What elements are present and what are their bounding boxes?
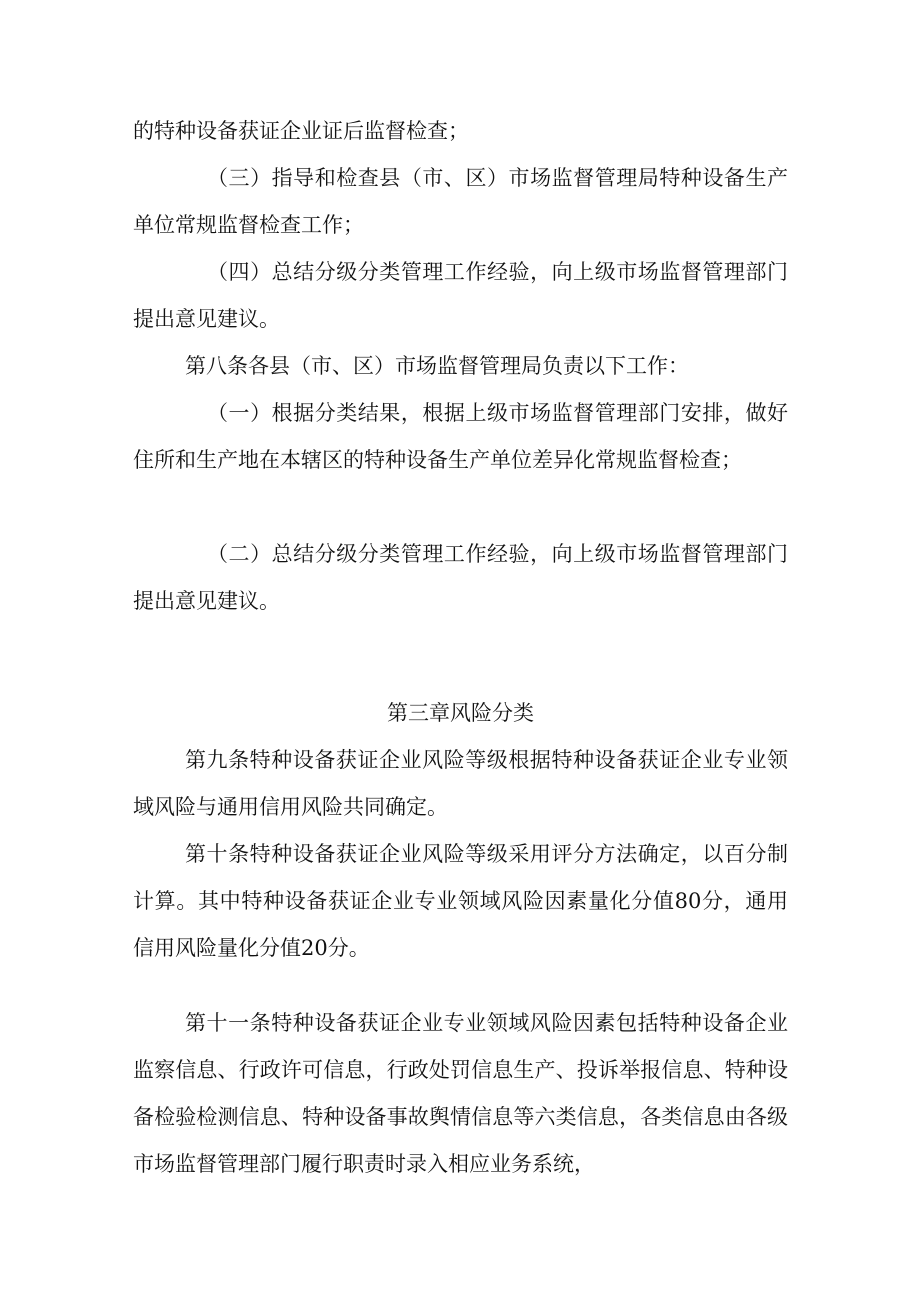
paragraph-article-9: 第九条特种设备获证企业风险等级根据特种设备获证企业专业领域风险与通用信用风险共同确定。 — [133, 748, 788, 819]
paragraph-item-2: （二）总结分级分类管理工作经验，向上级市场监督管理部门提出意见建议。 — [133, 542, 788, 613]
paragraph-article-10: 第十条特种设备获证企业风险等级采用评分方法确定，以百分制计算。其中特种设备获证企业专业领域风险因素量化分值80分，通用信用风险量化分值20分。 — [133, 842, 788, 960]
paragraph-item-1: （一）根据分类结果，根据上级市场监督管理部门安排，做好住所和生产地在本辖区的特种设备生产单位差异化常规监督检查； — [133, 401, 788, 472]
paragraph-continuation: 的特种设备获证企业证后监督检查； — [133, 119, 469, 143]
paragraph-article-11: 第十一条特种设备获证企业专业领域风险因素包括特种设备企业监察信息、行政许可信息，行政处罚信息生产、投诉举报信息、特种设备检验检测信息、特种设备事故舆情信息等六类信息，各类信息由各级市场监督管理部门履行职责时录入相应业务系统， — [133, 1011, 788, 1176]
paragraph-article-8: 第八条各县（市、区）市场监督管理局负责以下工作： — [185, 354, 689, 378]
chapter-heading: 第三章风险分类 — [387, 701, 534, 725]
paragraph-item-4: （四）总结分级分类管理工作经验，向上级市场监督管理部门提出意见建议。 — [133, 260, 788, 331]
paragraph-item-3: （三）指导和检查县（市、区）市场监督管理局特种设备生产单位常规监督检查工作； — [133, 166, 788, 237]
